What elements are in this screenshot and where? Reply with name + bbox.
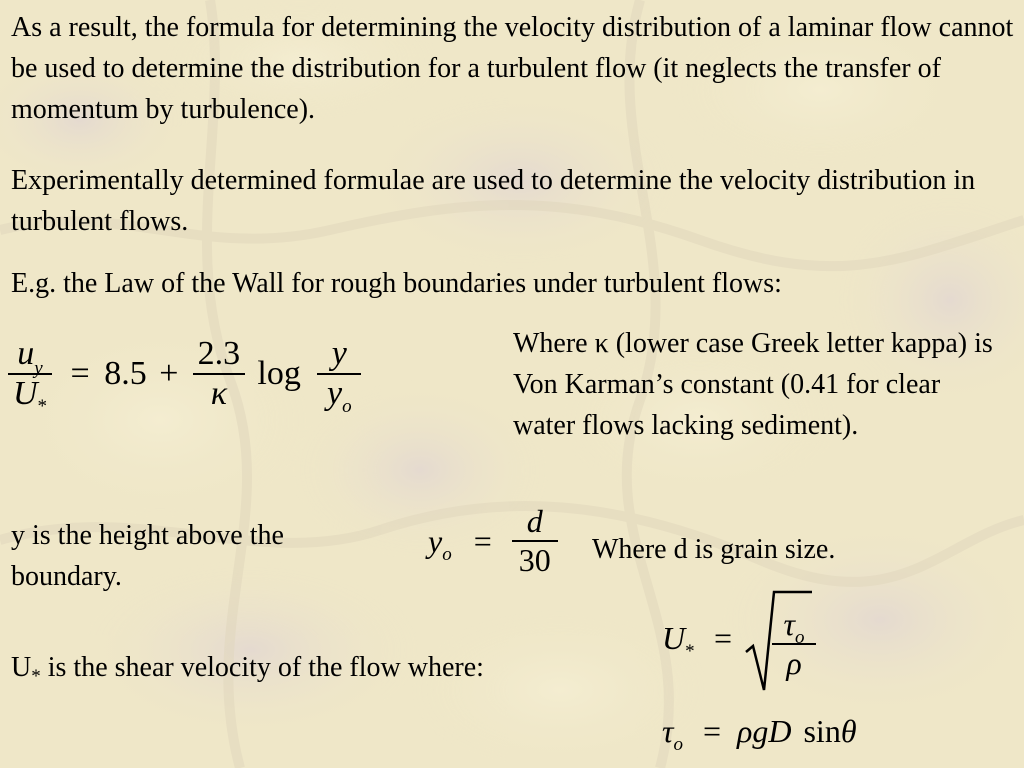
coefficient-fraction — [193, 335, 245, 413]
u-symbol: u — [17, 335, 35, 372]
shear-note-text: is the shear velocity of the flow where: — [40, 652, 484, 683]
bed-shear-stress-equation — [662, 713, 857, 755]
ustar-prefix: U — [11, 652, 32, 683]
rho-symbol: ρ — [786, 645, 802, 681]
grain-size-fraction — [512, 503, 558, 579]
log-function: log — [257, 355, 301, 392]
shear-velocity-definition — [11, 647, 631, 691]
o-subscript: o — [794, 627, 805, 648]
law-of-wall-equation — [8, 335, 361, 417]
kappa-symbol: κ — [210, 375, 228, 412]
y-symbol: y — [331, 335, 347, 372]
ustar-symbol: U — [662, 620, 686, 656]
coefficient-numerator: 2.3 — [197, 335, 241, 372]
o-subscript: o — [442, 543, 452, 565]
d-symbol: d — [526, 503, 543, 539]
o-subscript: o — [342, 396, 352, 417]
sin-function: sin — [803, 713, 841, 749]
plus-sign: + — [159, 355, 179, 392]
constant-value: 8.5 — [104, 355, 147, 392]
grain-size-note: Where d is grain size. — [592, 534, 836, 565]
yo-symbol: y — [428, 522, 443, 559]
stress-density-fraction — [772, 606, 816, 682]
height-ratio-fraction — [317, 335, 361, 417]
equals-sign: = — [473, 522, 492, 559]
o-subscript: o — [673, 734, 683, 755]
y-subscript: y — [34, 358, 43, 379]
yo-symbol: y — [327, 375, 343, 412]
star-subscript: * — [685, 641, 695, 662]
star-subscript: * — [37, 396, 48, 417]
equals-sign: = — [714, 620, 733, 656]
equals-sign: = — [702, 713, 721, 749]
shear-velocity-equation — [662, 590, 822, 700]
theta-symbol: θ — [840, 713, 857, 749]
rho-g-d-term: ρgD — [737, 713, 792, 749]
tau-symbol: τ — [783, 606, 795, 642]
paragraph-law-of-wall-intro: E.g. the Law of the Wall for rough boundaries under turbulent flows: — [11, 268, 782, 299]
tau-symbol: τ — [662, 713, 674, 749]
ustar-symbol: U — [12, 375, 38, 412]
star-subscript: * — [31, 666, 41, 687]
kappa-explanation: Where κ (lower case Greek letter kappa) is Von Karman’s constant (0.41 for clear water flows lacking sediment). — [513, 328, 993, 441]
roughness-height-equation — [428, 503, 558, 579]
paragraph-experimental-formulae: Experimentally determined formulae are used to determine the velocity distribution in turbulent flows. — [11, 165, 976, 237]
velocity-ratio-fraction — [8, 335, 52, 417]
equals-sign: = — [70, 355, 90, 392]
denominator-value: 30 — [518, 542, 551, 578]
height-definition: y is the height above the boundary. — [11, 520, 284, 592]
paragraph-laminar-limitation: As a result, the formula for determining the velocity distribution of a laminar flow cannot be used to determine the distribution for a turbulent flow (it neglects the transfer of momentum by turbulence). — [11, 12, 1014, 125]
